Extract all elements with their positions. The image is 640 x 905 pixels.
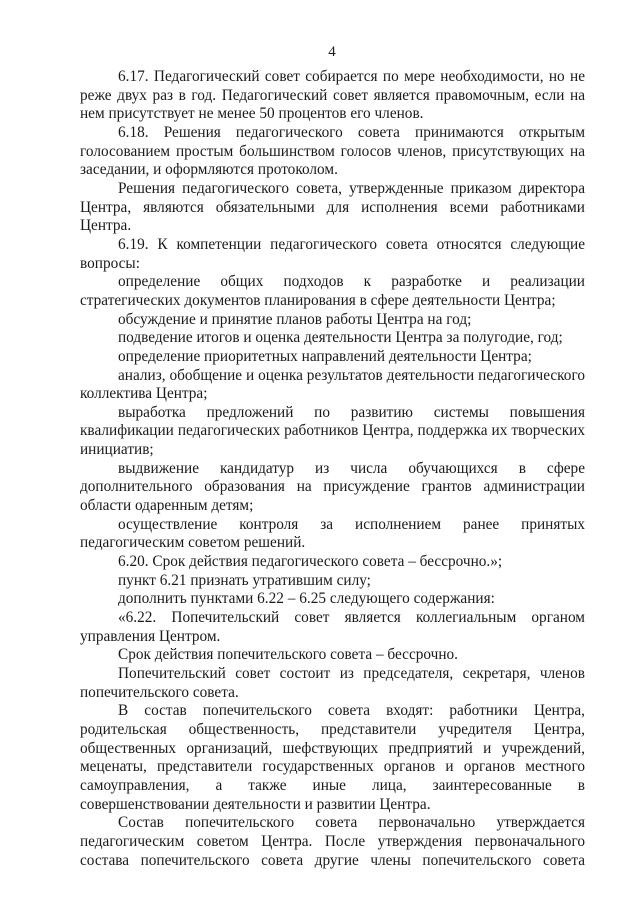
list-item: осуществление контроля за исполнением ранее принятых педагогическим советом решений.: [80, 515, 585, 552]
paragraph-continued: Состав попечительского совета первоначально утверждается педагогическим советом Центра. После утверждения первоначального состава попечительского совета другие члены попечительского совета: [80, 814, 585, 869]
list-item: выдвижение кандидатур из числа обучающихся в сфере дополнительного образования на присуждение грантов администрации области одаренным детям;: [80, 459, 585, 515]
list-item: выработка предложений по развитию системы повышения квалификации педагогических работников Центра, поддержка их творческих инициатив;: [80, 403, 585, 459]
list-item: обсуждение и принятие планов работы Центра на год;: [118, 310, 472, 328]
paragraph: 6.18. Решения педагогического совета принимаются открытым голосованием простым большинством голосов членов, присутствующих на заседании, и оформляются протоколом.: [80, 123, 585, 179]
paragraph: «6.22. Попечительский совет является коллегиальным органом управления Центром.: [80, 609, 585, 645]
paragraph: 6.17. Педагогический совет собирается по мере необходимости, но не реже двух раз в год. Педагогический совет является правомочным, если на нем присутствует не менее 50 процентов его членов.: [80, 68, 585, 123]
document-body: [80, 68, 585, 870]
list-item: подведение итогов и оценка деятельности Центра за полугодие, год;: [118, 329, 563, 347]
list-item: определение общих подходов к разработке и реализации стратегических документов планирования в сфере деятельности Центра;: [80, 273, 585, 309]
paragraph: дополнить пунктами 6.22 – 6.25 следующего содержания:: [118, 590, 495, 608]
page-number: 4: [328, 44, 336, 60]
paragraph: В состав попечительского совета входят: работники Центра, родительская общественность, представители учредителя Центра, общественных организаций, шефствующих предприятий и учреждений, меценаты, представители государственных органов и органов местного самоуправления, а также иные лица, заинтересованные в совершенствовании деятельности и развитии Центра.: [80, 702, 585, 813]
list-item: определение приоритетных направлений деятельности Центра;: [118, 347, 532, 365]
paragraph: Решения педагогического совета, утвержденные приказом директора Центра, являются обязательными для исполнения всеми работниками Центра.: [80, 179, 585, 235]
paragraph: 6.20. Срок действия педагогического совета – бессрочно.»;: [118, 553, 503, 571]
paragraph: Срок действия попечительского совета – бессрочно.: [118, 646, 459, 664]
paragraph: пункт 6.21 признать утратившим силу;: [118, 571, 371, 589]
list-item: анализ, обобщение и оценка результатов деятельности педагогического коллектива Центра;: [80, 366, 585, 403]
paragraph: Попечительский совет состоит из председателя, секретаря, членов попечительского совета.: [80, 665, 585, 701]
paragraph: 6.19. К компетенции педагогического совета относятся следующие вопросы:: [80, 235, 585, 272]
